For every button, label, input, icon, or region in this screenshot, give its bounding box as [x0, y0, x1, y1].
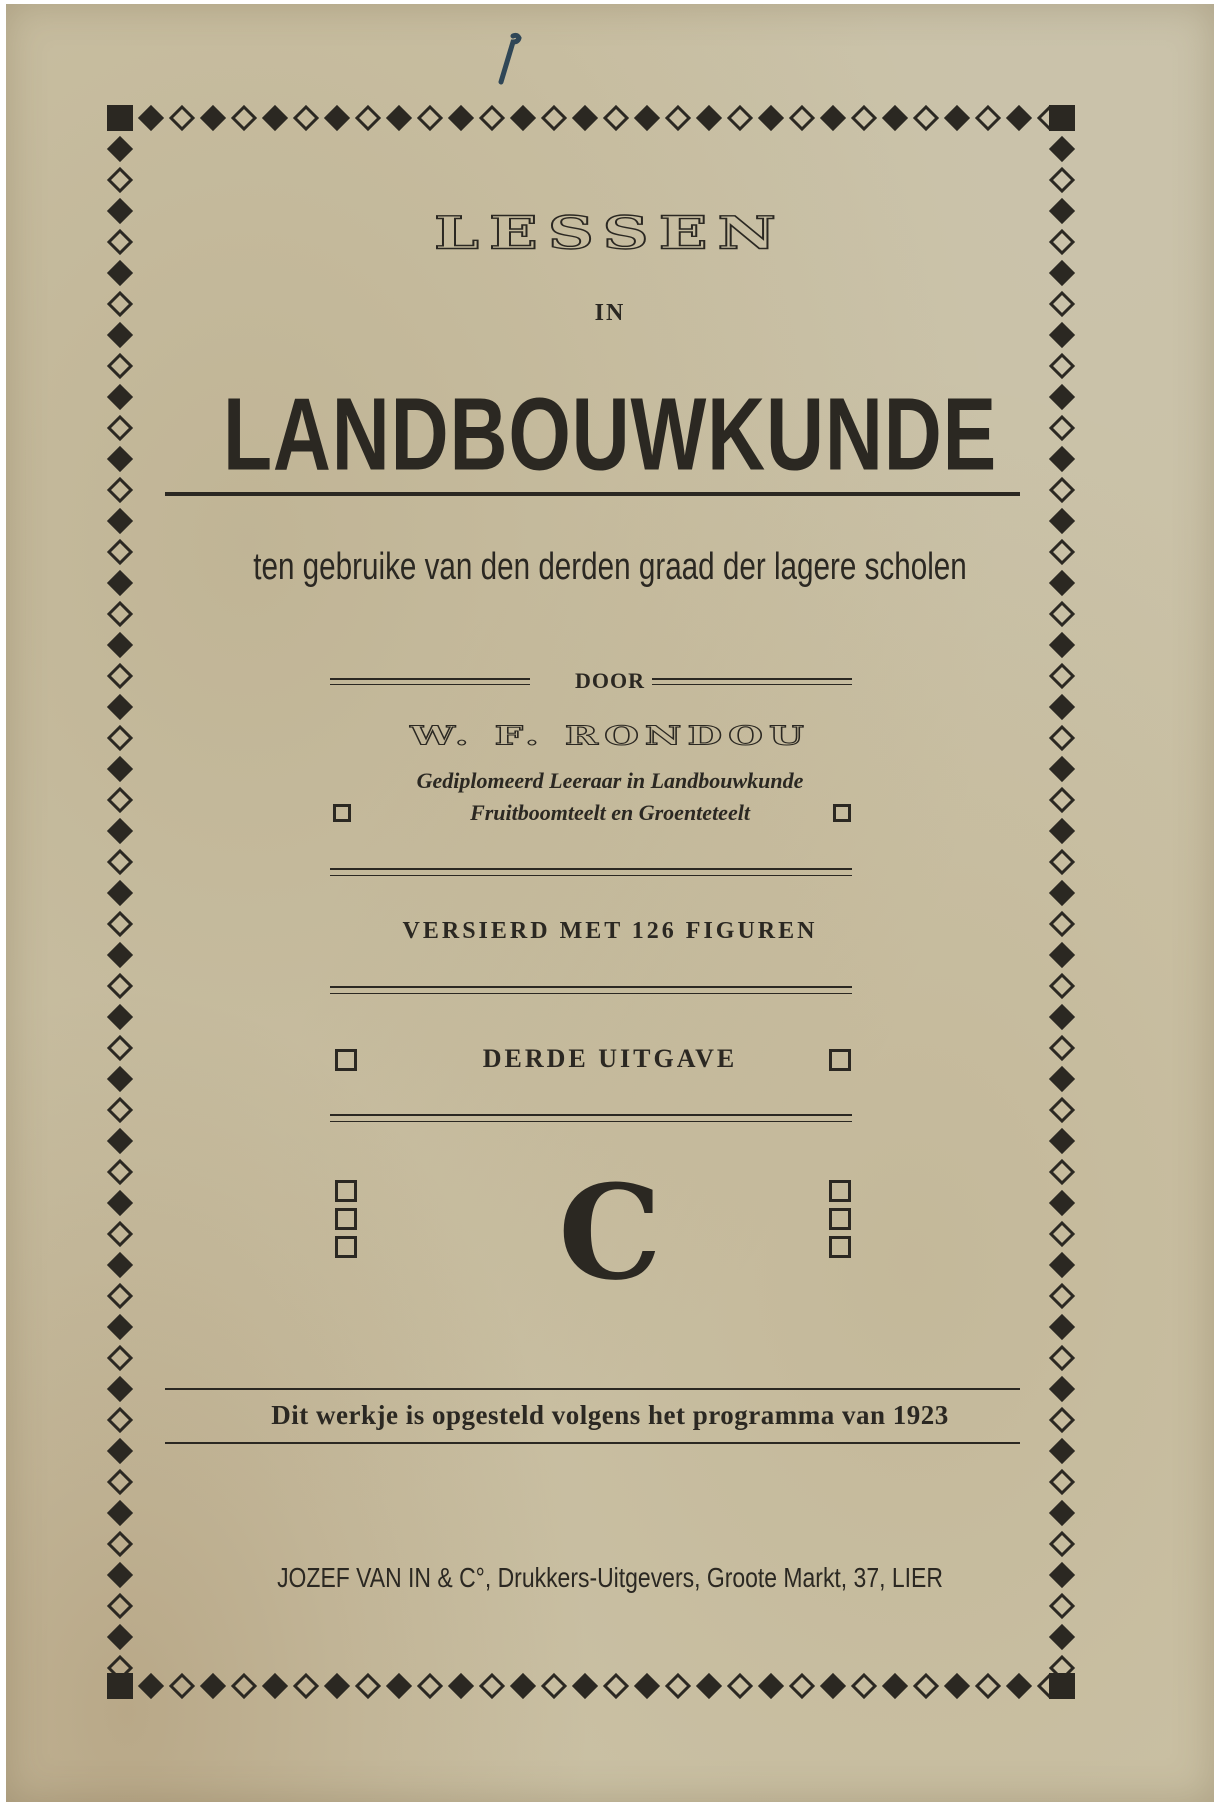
subtitle: ten gebruike van den derden graad der lagere scholen [253, 546, 967, 588]
edition-label: DERDE UITGAVE [482, 1044, 738, 1073]
double-rule [330, 1114, 852, 1116]
ink-pen-mark [493, 30, 523, 90]
border-diamond [1051, 262, 1073, 284]
border-diamond [202, 107, 224, 129]
border-diamond [357, 107, 379, 129]
border-diamond [109, 634, 131, 656]
border-diamond [853, 1675, 875, 1697]
border-diamond [326, 107, 348, 129]
border-diamond [481, 107, 503, 129]
square-ornament [333, 804, 351, 822]
border-diamond [295, 107, 317, 129]
square-ornament [833, 804, 851, 822]
border-diamond [915, 1675, 937, 1697]
border-diamond [109, 603, 131, 625]
double-rule [330, 875, 852, 876]
border-diamond [233, 1675, 255, 1697]
border-diamond [1051, 169, 1073, 191]
border-diamond [574, 1675, 596, 1697]
border-diamond [326, 1675, 348, 1697]
border-diamond [109, 1006, 131, 1028]
border-diamond [1051, 355, 1073, 377]
publisher-imprint: JOZEF VAN IN & C°, Drukkers-Uitgevers, Groote Markt, 37, LIER [277, 1562, 943, 1593]
border-diamond [450, 107, 472, 129]
border-diamond [822, 107, 844, 129]
border-diamond [264, 1675, 286, 1697]
border-diamond [822, 1675, 844, 1697]
double-rule [330, 868, 852, 870]
border-diamond [1051, 1533, 1073, 1555]
program-note: Dit werkje is opgesteld volgens het programma van 1923 [271, 1400, 949, 1430]
illustrations-note: VERSIERD MET 126 FIGUREN [402, 918, 818, 944]
border-diamond [109, 262, 131, 284]
border-diamond [140, 1675, 162, 1697]
border-diamond [915, 107, 937, 129]
border-diamond [1051, 1347, 1073, 1369]
border-diamond [1051, 1130, 1073, 1152]
border-diamond [1051, 944, 1073, 966]
border-diamond [1051, 138, 1073, 160]
border-diamond [450, 1675, 472, 1697]
border-diamond [109, 541, 131, 563]
border-diamond [977, 107, 999, 129]
square-ornament [829, 1208, 851, 1230]
border-diamond [109, 324, 131, 346]
border-diamond [109, 944, 131, 966]
border-corner-square [1049, 105, 1075, 131]
border-diamond [109, 1130, 131, 1152]
border-diamond [1051, 324, 1073, 346]
border-diamond [1051, 1006, 1073, 1028]
program-rule-bottom [165, 1442, 1020, 1444]
border-diamond [109, 882, 131, 904]
border-diamond [140, 107, 162, 129]
border-diamond [109, 975, 131, 997]
border-diamond [512, 107, 534, 129]
border-diamond [512, 1675, 534, 1697]
border-diamond [1051, 1099, 1073, 1121]
square-ornament [829, 1049, 851, 1071]
author-name: W. F. RONDOU [410, 720, 810, 751]
border-diamond [109, 1440, 131, 1462]
title-underline [165, 492, 1020, 496]
border-diamond [729, 107, 751, 129]
by-label: DOOR [575, 668, 645, 693]
border-diamond [1051, 696, 1073, 718]
border-diamond [698, 107, 720, 129]
border-diamond [233, 107, 255, 129]
border-diamond [791, 107, 813, 129]
border-diamond [667, 1675, 689, 1697]
title-main: LANDBOUWKUNDE [222, 376, 998, 492]
border-diamond [109, 138, 131, 160]
title-lessen: LESSEN [433, 207, 787, 260]
border-diamond [419, 1675, 441, 1697]
square-ornament [829, 1236, 851, 1258]
border-corner-square [1049, 1673, 1075, 1699]
border-diamond [109, 1626, 131, 1648]
border-corner-square [107, 1673, 133, 1699]
border-diamond [1051, 1378, 1073, 1400]
border-diamond [543, 107, 565, 129]
border-diamond [109, 1316, 131, 1338]
border-diamond [1051, 882, 1073, 904]
border-diamond [1051, 634, 1073, 656]
border-diamond [543, 1675, 565, 1697]
border-diamond [388, 1675, 410, 1697]
border-diamond [605, 1675, 627, 1697]
border-diamond [388, 107, 410, 129]
program-rule-top [165, 1388, 1020, 1390]
border-diamond [109, 851, 131, 873]
credentials-line1: Gediplomeerd Leeraar in Landbouwkunde [416, 768, 804, 793]
border-diamond [1051, 1595, 1073, 1617]
border-diamond [1008, 107, 1030, 129]
double-rule [330, 1121, 852, 1122]
border-diamond [1051, 603, 1073, 625]
border-diamond [109, 696, 131, 718]
double-rule [330, 986, 852, 988]
border-diamond [698, 1675, 720, 1697]
border-diamond [109, 510, 131, 532]
border-diamond [295, 1675, 317, 1697]
border-corner-square [107, 105, 133, 131]
border-diamond [109, 1471, 131, 1493]
border-diamond [636, 1675, 658, 1697]
border-diamond [977, 1675, 999, 1697]
border-diamond [109, 355, 131, 377]
border-diamond [1051, 1626, 1073, 1648]
border-diamond [760, 107, 782, 129]
border-diamond [946, 107, 968, 129]
border-diamond [853, 107, 875, 129]
border-diamond [884, 1675, 906, 1697]
border-diamond [481, 1675, 503, 1697]
border-diamond [636, 107, 658, 129]
border-diamond [171, 107, 193, 129]
square-ornament [829, 1180, 851, 1202]
border-diamond [729, 1675, 751, 1697]
border-diamond [1051, 851, 1073, 873]
border-diamond [791, 1675, 813, 1697]
border-diamond [884, 107, 906, 129]
border-diamond [109, 1099, 131, 1121]
border-diamond [109, 1378, 131, 1400]
border-diamond [605, 107, 627, 129]
publisher-logo: C [558, 1156, 662, 1309]
border-diamond [1008, 1675, 1030, 1697]
border-diamond [109, 169, 131, 191]
border-diamond [574, 107, 596, 129]
border-diamond [264, 107, 286, 129]
border-diamond [667, 107, 689, 129]
credentials-line2: Fruitboomteelt en Groenteteelt [470, 800, 750, 825]
border-diamond [357, 1675, 379, 1697]
title-in: IN [594, 300, 626, 326]
border-diamond [109, 1347, 131, 1369]
border-diamond [109, 1533, 131, 1555]
border-diamond [760, 1675, 782, 1697]
border-diamond [1051, 1316, 1073, 1338]
border-diamond [419, 107, 441, 129]
border-diamond [109, 1595, 131, 1617]
double-rule [330, 993, 852, 994]
border-diamond [1051, 975, 1073, 997]
border-diamond [202, 1675, 224, 1697]
border-diamond [171, 1675, 193, 1697]
border-diamond [1051, 1502, 1073, 1524]
border-diamond [109, 1502, 131, 1524]
border-diamond [1051, 1471, 1073, 1493]
border-diamond [1051, 510, 1073, 532]
border-diamond [946, 1675, 968, 1697]
border-diamond [109, 572, 131, 594]
border-diamond [1051, 1440, 1073, 1462]
